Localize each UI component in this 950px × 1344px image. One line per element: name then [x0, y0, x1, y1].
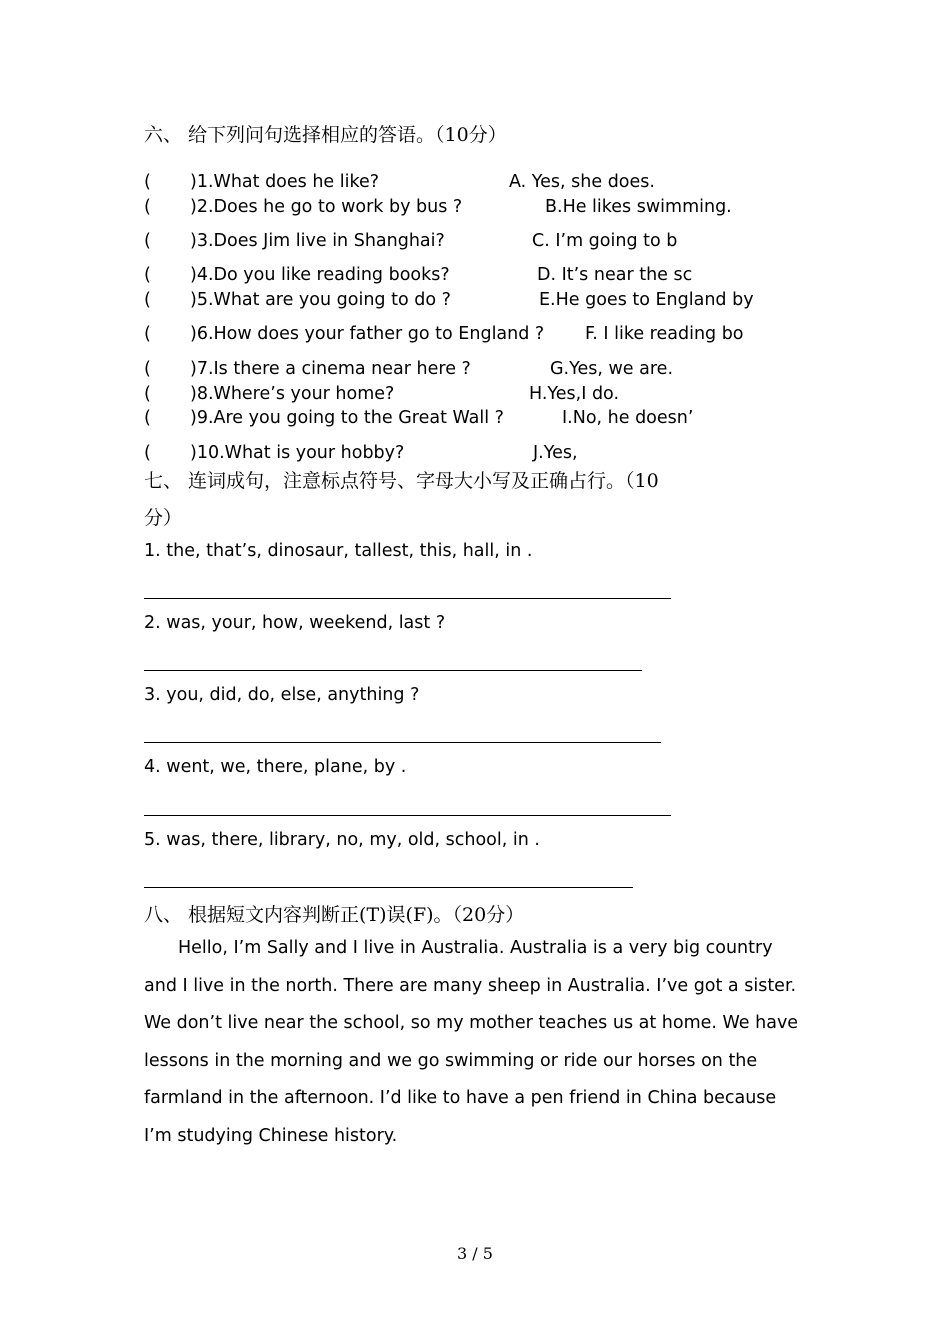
answer-blank: ( — [144, 231, 151, 251]
answer-blank: ( — [144, 359, 151, 379]
page-number: 3 / 5 — [457, 1244, 493, 1263]
question-text: )2.Does he go to work by bus ? — [190, 197, 463, 217]
answer-option: H.Yes,I do. — [529, 384, 620, 404]
word-order-item-1: 1. the, that’s, dinosaur, tallest, this, hall, in . — [144, 541, 533, 561]
answer-line-3[interactable] — [144, 742, 661, 743]
question-text: )6.How does your father go to England ? — [190, 324, 545, 344]
passage-text: Hello, I’m Sally and I live in Australia. Australia is a very big country and I live in the north. There are many sheep in Australia. I’ve got a sister. We don’t live near the school, so my mother teaches us at home. We have lessons in the morning and we go swimming or ride our horses on the farmland in the afternoon. I’d like to have a pen friend in China because I’m studying Chinese history. — [144, 938, 799, 1146]
section-7-title: 七、 连词成句，注意标点符号、字母大小写及正确占行。（10 — [144, 470, 659, 492]
answer-blank: ( — [144, 384, 151, 404]
answer-blank: ( — [144, 197, 151, 217]
answer-blank: ( — [144, 172, 151, 192]
answer-blank: ( — [144, 408, 151, 428]
answer-option: E.He goes to England by — [539, 290, 754, 310]
answer-option: J.Yes, — [533, 443, 578, 463]
answer-line-1[interactable] — [144, 598, 671, 599]
question-text: )7.Is there a cinema near here ? — [190, 359, 471, 379]
answer-blank: ( — [144, 265, 151, 285]
word-order-item-3: 3. you, did, do, else, anything ? — [144, 685, 420, 705]
question-text: )5.What are you going to do ? — [190, 290, 451, 310]
answer-option: A. Yes, she does. — [509, 172, 655, 192]
answer-line-4[interactable] — [144, 815, 671, 816]
question-text: )10.What is your hobby? — [190, 443, 405, 463]
question-text: )1.What does he like? — [190, 172, 380, 192]
answer-line-2[interactable] — [144, 670, 642, 671]
section-7-title-continued: 分） — [144, 507, 183, 529]
answer-option: I.No, he doesn’ — [562, 408, 694, 428]
answer-option: G.Yes, we are. — [550, 359, 674, 379]
answer-option: D. It’s near the sc — [537, 265, 693, 285]
question-text: )8.Where’s your home? — [190, 384, 395, 404]
answer-blank: ( — [144, 324, 151, 344]
word-order-item-2: 2. was, your, how, weekend, last ? — [144, 613, 446, 633]
reading-passage — [144, 930, 804, 1155]
section-8-title: 八、 根据短文内容判断正(T)误(F)。（20分） — [144, 904, 525, 926]
answer-blank: ( — [144, 290, 151, 310]
answer-blank: ( — [144, 443, 151, 463]
question-text: )3.Does Jim live in Shanghai? — [190, 231, 445, 251]
word-order-item-4: 4. went, we, there, plane, by . — [144, 757, 407, 777]
answer-option: B.He likes swimming. — [545, 197, 732, 217]
question-text: )9.Are you going to the Great Wall ? — [190, 408, 504, 428]
answer-line-5[interactable] — [144, 887, 633, 888]
section-6-title: 六、 给下列问句选择相应的答语。（10分） — [144, 124, 507, 146]
answer-option: F. I like reading bo — [585, 324, 744, 344]
answer-option: C. I’m going to b — [532, 231, 678, 251]
question-text: )4.Do you like reading books? — [190, 265, 450, 285]
word-order-item-5: 5. was, there, library, no, my, old, school, in . — [144, 830, 540, 850]
